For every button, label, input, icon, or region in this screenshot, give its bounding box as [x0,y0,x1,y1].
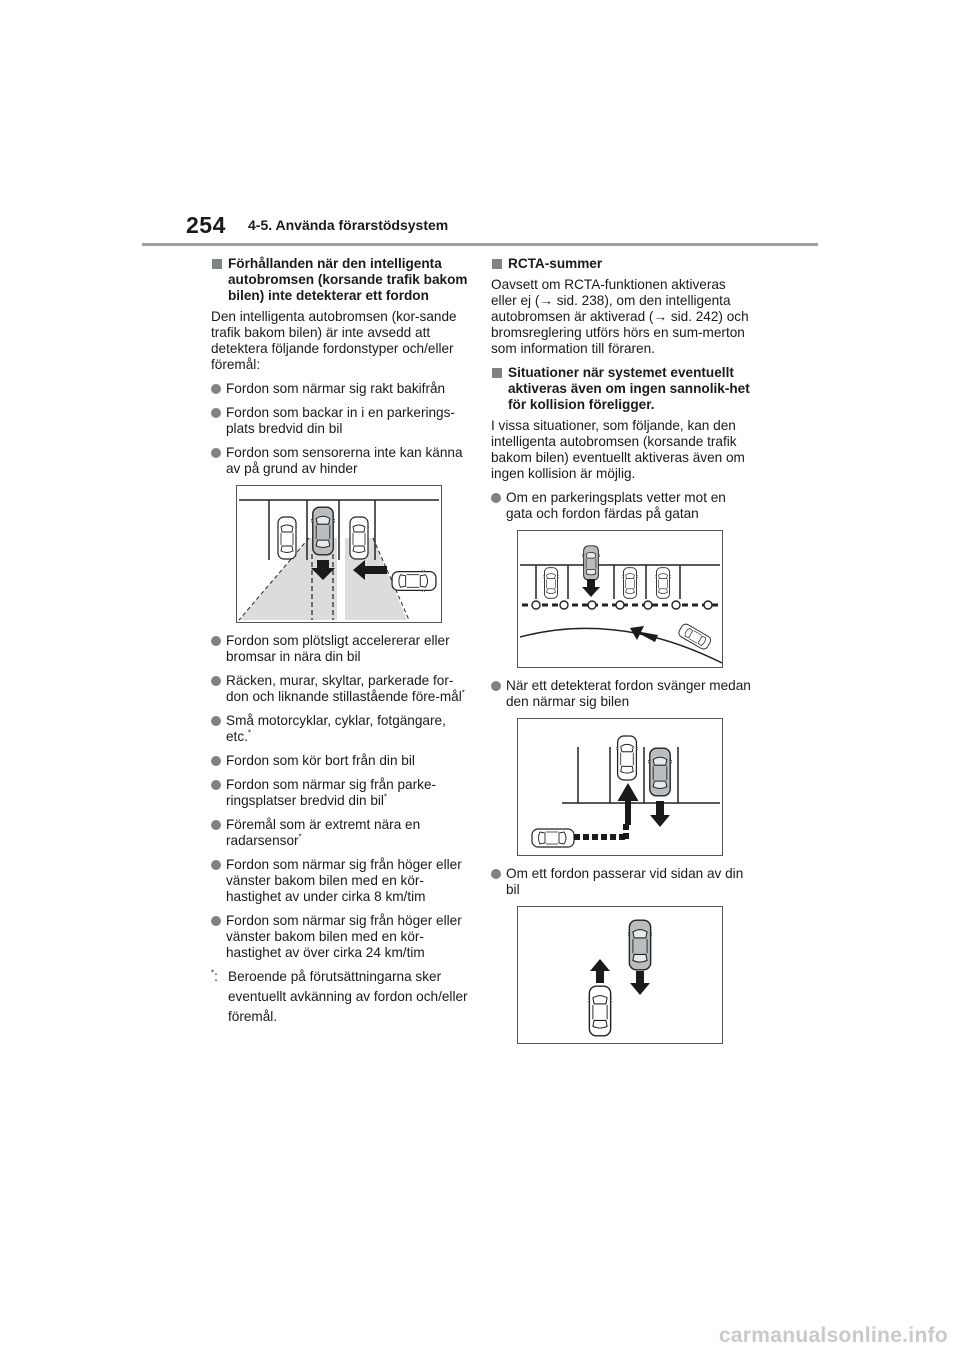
list-item: Fordon som backar in i en parkerings-plats bredvid din bil [211,405,473,437]
car-icon [615,736,639,780]
arrow-down-icon [630,971,650,995]
list-item: Små motorcyklar, cyklar, fotgängare, etc.* [211,713,473,745]
section-heading-not-detected: Förhållanden när den intelligenta autobromsen (korsande trafik bakom bilen) inte detekterar ett fordon [211,256,473,304]
footnote-text: Beroende på förutsättningarna sker eventuellt avkänning av fordon och/eller föremål. [228,969,468,1024]
section-body-rcta-buzzer: Oavsett om RCTA-funktionen aktiveras eller ej (→ sid. 238), om den intelligenta autobromsen är aktiverad (→ sid. 242) och bromsreglering utförs hörs en sum-merton som information till föraren. [491,277,749,356]
list-item: Fordon som sensorerna inte kan känna av på grund av hinder [211,445,473,477]
own-car-icon [626,920,653,970]
own-car-icon [582,546,601,580]
section-heading-rcta-buzzer: RCTA-summer [491,256,753,272]
car-icon [622,568,639,599]
right-column [491,256,753,1054]
arrow-left-icon [630,626,658,642]
header-rule [142,243,818,246]
arrow-up-icon [590,959,610,983]
list-item: Om ett fordon passerar vid sidan av din bil [491,866,753,898]
list-item: Fordon som närmar sig från höger eller vänster bakom bilen med en kör-hastighet av under cirka 8 km/tim [211,857,473,905]
figure-street-parking [517,530,723,668]
footnote-mark: *: [211,968,218,984]
list-item: Fordon som plötsligt accelererar eller bromsar in nära din bil [211,633,473,665]
approaching-car-icon [586,986,613,1036]
list-item: När ett detekterat fordon svänger medan den närmar sig bilen [491,678,753,710]
list-item: Fordon som närmar sig rakt bakifrån [211,381,473,397]
arrow-down-icon [650,801,670,827]
section-heading-false-activation: Situationer när systemet eventuellt aktiveras även om ingen sannolik-het för kollision föreligger. [491,365,753,413]
left-column [211,256,473,1027]
figure-turning-vehicle [517,718,723,856]
section-body-not-detected: Den intelligenta autobromsen (kor-sande trafik bakom bilen) är inte avsedd att detektera följande fordonstyper och/eller föremål: [211,309,457,372]
approaching-car-icon [676,621,713,653]
arrow-up-icon [621,787,635,823]
own-car-icon [647,748,673,796]
own-car-icon [310,507,336,555]
car-icon [348,517,371,559]
list-item: Föremål som är extremt nära en radarsensor* [211,817,473,849]
approaching-car-icon [392,569,436,593]
watermark: carmanualsonline.info [718,1324,948,1347]
footnote [211,967,473,1027]
car-icon [655,568,672,599]
list-item: Fordon som kör bort från din bil [211,753,473,769]
chapter-title: 4-5. Använda förarstödsystem [248,217,449,233]
figure-parking-detection [236,485,442,623]
section-body-false-activation: I vissa situationer, som följande, kan den intelligenta autobromsen (korsande trafik bakom bilen) eventuellt aktiveras även om ingen kollision är möjlig. [491,418,745,481]
list-item: Räcken, murar, skyltar, parkerade for-don och liknande stillastående före-mål* [211,673,473,705]
list-item: Fordon som närmar sig från höger eller vänster bakom bilen med en kör-hastighet av över cirka 24 km/tim [211,913,473,961]
page-number: 254 [186,212,226,238]
list-item: Fordon som närmar sig från parke-ringsplatser bredvid din bil* [211,777,473,809]
car-icon [276,517,299,559]
figure-passing-vehicle [517,906,723,1044]
approaching-car-icon [532,827,574,850]
arrow-down-icon [582,579,600,597]
list-item: Om en parkeringsplats vetter mot en gata och fordon färdas på gatan [491,490,753,522]
car-icon [543,568,560,599]
